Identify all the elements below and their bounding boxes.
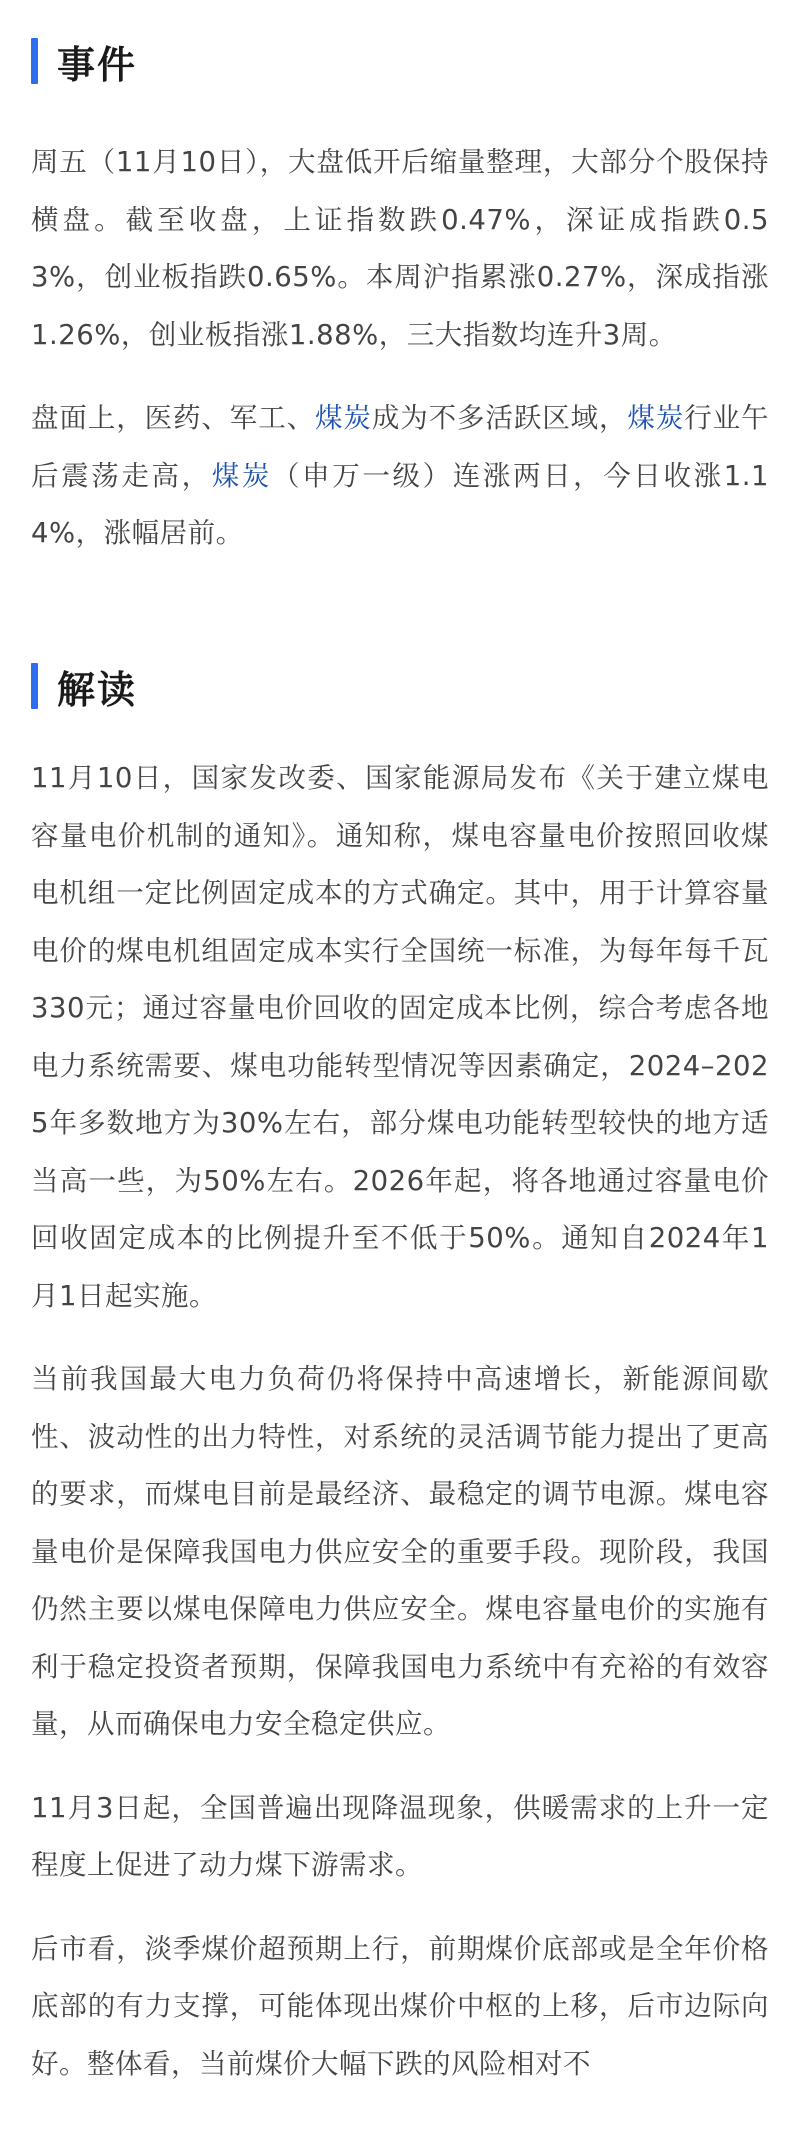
interpretation-paragraph-4: 后市看，淡季煤价超预期上行，前期煤价底部或是全年价格底部的有力支撑，可能体现出煤价中枢的上移，后市边际向好。整体看，当前煤价大幅下跌的风险相对不 <box>31 1932 769 2080</box>
text-segment: 行业午后震荡走高， <box>31 402 770 492</box>
interpretation-paragraph-3: 11月3日起，全国普遍出现降温现象，供暖需求的上升一定程度上促进了动力煤下游需求。 <box>31 1791 769 1881</box>
event-section <box>31 36 769 563</box>
text-segment: 盘面上，医药、军工、 <box>31 402 315 434</box>
event-paragraph-2 <box>31 390 769 563</box>
event-section-title: 事件 <box>57 42 138 87</box>
section-accent-bar <box>31 38 38 84</box>
event-paragraph-1: 周五（11月10日），大盘低开后缩量整理，大部分个股保持横盘。截至收盘，上证指数跌0.47%，深证成指跌0.53%，创业板指跌0.65%。本周沪指累涨0.27%，深成指涨1.26%，创业板指涨1.88%，三大指数均连升3周。 <box>31 146 769 351</box>
interpretation-body <box>31 750 769 2093</box>
interpretation-section-title: 解读 <box>57 667 138 712</box>
interpretation-section-header <box>31 661 769 711</box>
coal-keyword-link[interactable]: 煤炭 <box>627 402 685 434</box>
coal-keyword-link[interactable]: 煤炭 <box>211 459 272 492</box>
event-section-header <box>31 36 769 86</box>
text-segment: 成为不多活跃区域， <box>371 402 628 434</box>
coal-keyword-link[interactable]: 煤炭 <box>315 402 372 434</box>
section-accent-bar <box>31 663 38 709</box>
event-body <box>31 134 769 563</box>
interpretation-section <box>31 661 769 2093</box>
interpretation-paragraph-2: 当前我国最大电力负荷仍将保持中高速增长，新能源间歇性、波动性的出力特性，对系统的灵活调节能力提出了更高的要求，而煤电目前是最经济、最稳定的调节电源。煤电容量电价是保障我国电力供应安全的重要手段。现阶段，我国仍然主要以煤电保障电力供应安全。煤电容量电价的实施有利于稳定投资者预期，保障我国电力系统中有充裕的有效容量，从而确保电力安全稳定供应。 <box>31 1363 769 1740</box>
text-segment: （申万一级）连涨两日，今日收涨1.14%，涨幅居前。 <box>31 459 770 549</box>
interpretation-paragraph-1: 11月10日，国家发改委、国家能源局发布《关于建立煤电容量电价机制的通知》。通知称，煤电容量电价按照回收煤电机组一定比例固定成本的方式确定。其中，用于计算容量电价的煤电机组固定成本实行全国统一标准，为每年每千瓦330元；通过容量电价回收的固定成本比例，综合考虑各地电力系统需要、煤电功能转型情况等因素确定，2024–2025年多数地方为30%左右，部分煤电功能转型较快的地方适当高一些，为50%左右。2026年起，将各地通过容量电价回收固定成本的比例提升至不低于50%。通知自2024年1月1日起实施。 <box>31 762 769 1312</box>
